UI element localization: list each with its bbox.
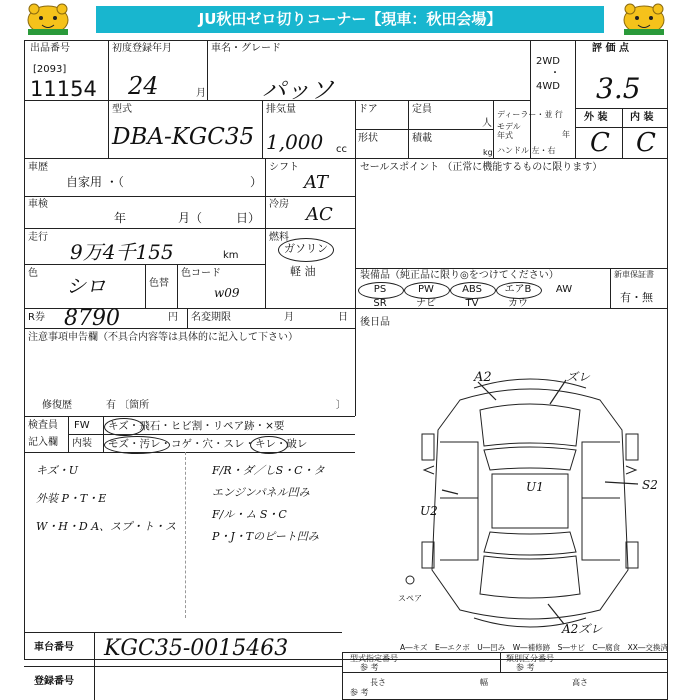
dimensions-length: 長さ [370,678,386,687]
diagram-mark-a2-front: A2 [474,370,492,385]
registration-day: 日 [338,312,348,323]
notes-label: 注意事項申告欄（不具合内容等は具体的に記入して下さい） [28,332,298,343]
model-year-unit: 年 [562,130,570,139]
handwritten-note: 外装 P・T・E [36,492,107,505]
diagram-mark-zure-front: ズレ [566,370,591,384]
equipment-item: AW [555,284,573,295]
header-title: JU秋田ゼロ切りコーナー【現車：秋田会場】 [96,6,604,33]
checker-row-2: モズ・汚レ・コゲ・穴・スレ・キレ・破レ [108,438,308,450]
chassis-value: KGC35-0015463 [104,636,289,661]
fuel-diesel: 軽 油 [290,265,316,278]
repair-close: 〕 [336,400,346,411]
load-unit: kg [483,148,493,157]
mileage-value: 9万4千155 [70,240,174,264]
displacement-unit: cc [336,144,347,155]
fuel-label: 燃料 [269,232,289,243]
interior-grade-value: C [636,128,656,158]
model-type-value: DBA-KGC35 [112,124,255,150]
class-spec-ref: 参 考 [516,663,535,672]
checker-row-1: キズ・飛石・ヒビ割・リペア跡・×要 [108,420,285,432]
class-spec-label: 類別区分番号 [506,654,554,663]
equipment-item: ABS [462,284,482,295]
interior-grade-label: 内 装 [630,112,654,123]
color-code-value: w09 [214,286,240,300]
handwritten-note: P・J・Tのピート凹み [212,530,319,543]
model-type-label: 型式 [112,104,132,115]
history-value: 自家用 ・（ [66,175,124,189]
inspection-day: 日） [236,211,261,225]
mileage-unit: km [223,250,239,261]
registration-month: 月 [284,312,294,323]
checker-label-1: 検査員 [28,420,58,431]
car-damage-diagram [400,370,660,632]
diagram-mark-a2-rear: A2ズレ [562,622,603,636]
equipment-check-circle [450,282,496,299]
displacement-value: 1,000 [266,130,324,154]
displacement-label: 排気量 [266,104,296,115]
mascot-logo-right [620,2,668,36]
mascot-logo-left [24,2,72,36]
doors-label: ドア [358,104,378,115]
shift-value: AT [304,172,329,193]
handwritten-note: エンジンパネル凹み [212,486,310,499]
capacity-label: 定員 [412,104,432,115]
drive-dot: ・ [550,68,560,79]
first-reg-unit: 月 [196,88,206,99]
registration-label: 名変期限 [191,312,231,323]
inspection-month: 月（ [178,211,203,225]
warranty-label: 新車保証書 [614,270,654,279]
history-close: ） [250,175,263,189]
checker-circle-1 [104,418,144,436]
rating-label: 評 価 点 [592,43,629,54]
model-name-label: 車名・グレード [211,43,281,54]
recycle-label: R券 [28,312,45,323]
exterior-grade-label: 外 装 [584,112,608,123]
equipment-check-circle [404,282,450,299]
lot-label: 出品番号 [30,43,70,54]
checker-circle-2 [104,436,170,454]
dimensions-ref: 参 考 [350,688,369,697]
diagram-spare-label: スペア [398,594,422,603]
model-year-label: モデル 年式 [497,122,521,140]
equipment-item: TV [465,298,479,309]
exterior-grade-value: C [590,128,610,158]
fuel-gasoline: ガソリン [284,242,328,255]
lot-sub: [2093] [33,64,67,75]
dealer-label: ディーラー・並 行 [497,110,563,119]
color-code-label: 色コード [181,268,221,279]
equipment-label: 装備品（純正品に限り◎をつけてください） [360,270,559,281]
lot-number: 11154 [30,77,97,101]
color-change-label: 色替 [149,278,169,289]
handwritten-note: W・H・D A、スプ・ト・ス [36,520,177,533]
equipment-item: PW [418,284,434,295]
shape-label: 形状 [358,133,378,144]
rating-value: 3.5 [596,72,641,105]
equipment-item: ナビ [416,298,436,309]
recycle-value: 8790 [64,306,120,331]
drive-2wd: 2WD [536,56,560,67]
aircon-value: AC [306,204,333,225]
aircon-label: 冷房 [269,199,289,210]
warranty-value: 有・無 [620,291,653,304]
chassis-label: 車台番号 [34,642,74,653]
inspection-label: 車検 [28,199,48,210]
color-label: 色 [28,268,38,279]
model-name-value: パッソ [262,76,334,104]
handwritten-note: キズ・U [36,464,79,477]
mileage-label: 走行 [28,232,48,243]
recycle-unit: 円 [168,312,178,323]
diagram-mark-u2: U2 [420,504,438,518]
dimensions-width: 幅 [480,678,488,687]
repair-label: 修復歴 [42,400,72,411]
aftermarket-label: 後日品 [360,317,390,328]
type-spec-label: 型式指定番号 [350,654,398,663]
equipment-item: エアB [504,284,532,295]
equipment-item: カウ [508,298,528,309]
equipment-check-circle [358,282,404,299]
drive-4wd: 4WD [536,81,560,92]
equipment-check-circle [496,282,542,299]
type-spec-ref: 参 考 [360,663,379,672]
load-label: 積載 [412,133,432,144]
diagram-mark-u1: U1 [526,480,544,494]
history-label: 車歴 [28,162,48,173]
capacity-unit: 人 [482,118,492,129]
equipment-item: PS [373,284,387,295]
handwritten-note: F/R・ダ／しS・C・タ [212,464,325,477]
reg-number-label: 登録番号 [34,676,74,687]
checker-label-2: 記入欄 [28,437,58,448]
handle-label: ハンドル 左・右 [497,146,556,155]
equipment-item: SR [373,298,387,309]
inspection-year: 年 [114,211,127,225]
handwritten-note: F/ル・ム S・C [212,508,287,521]
first-reg-value: 24 [128,72,159,100]
dimensions-height: 高さ [572,678,588,687]
checker-circle-3 [250,436,288,454]
sales-points-label: セールスポイント （正常に機能するものに限ります） [360,162,603,173]
checker-interior: 内装 [72,438,92,449]
checker-fw: FW [74,420,90,431]
repair-value: 有 〔箇所 [106,400,150,411]
shift-label: シフト [269,162,299,173]
damage-legend: A―キズ E―エクボ U―凹み W―補修跡 S―サビ C―腐食 XX―交換済 [400,643,668,652]
first-reg-label: 初度登録年月 [112,43,172,54]
diagram-mark-s2: S2 [642,478,658,492]
color-value: シロ [66,274,106,298]
